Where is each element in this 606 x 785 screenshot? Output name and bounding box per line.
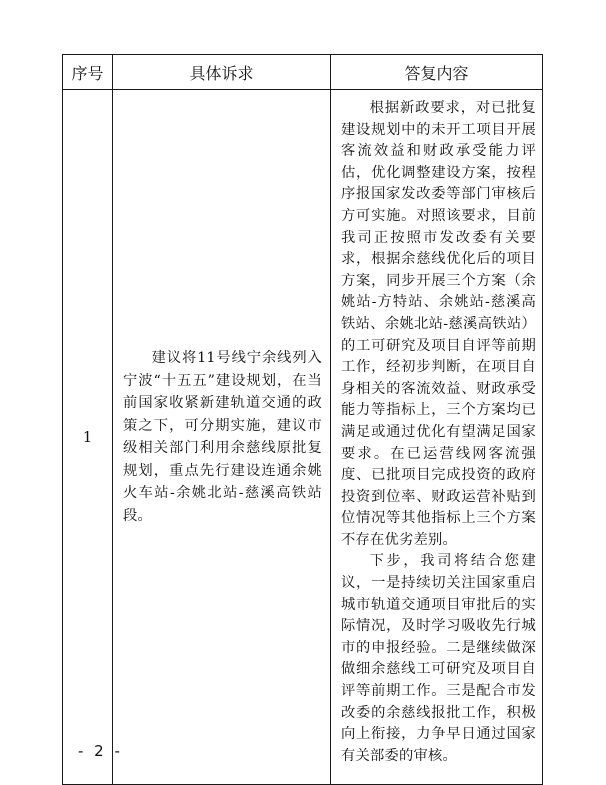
header-seq: 序号: [63, 55, 113, 90]
row-request-cell: [113, 90, 331, 785]
reply-paragraph-1: 根据新政要求，对已批复建设规划中的未开工项目开展客流效益和财政承受能力评估，优化调整建设方案，按程序报国家发改委等部门审核后方可实施。对照该要求，目前我司正按照市发改委有关要求，根据余慈线优化后的项目方案，同步开展三个方案（余姚站-方特站、余姚站-慈溪高铁站、余姚北站-慈溪高铁站）的工可研究及项目自评等前期工作，经初步判断，在项目自身相关的客流效益、财政承受能力等指标上，三个方案均已满足或通过优化有望满足国家要求。在已运营线网客流强度、已批项目完成投资的政府投资到位率、财政运营补贴到位情况等其他指标上三个方案不存在优劣差别。: [341, 100, 536, 548]
page-number: - 2 -: [78, 742, 123, 760]
row-seq: 1: [63, 90, 113, 785]
header-request: 具体诉求: [113, 55, 331, 90]
reply-table: [62, 54, 543, 785]
table-row: [63, 90, 543, 785]
request-text: 建议将11号线宁余线列入宁波“十五五”建设规划，在当前国家收紧新建轨道交通的政策之下，可分期实施，建议市级相关部门利用余慈线原批复规划，重点先行建设连通余姚火车站-余姚北站-慈溪高铁站段。: [123, 350, 322, 524]
header-reply: 答复内容: [331, 55, 543, 90]
reply-paragraph-2: 下步，我司将结合您建议，一是持续切关注国家重启城市轨道交通项目审批后的实际情况，及时学习吸收先行城市的申报经验。二是继续做深做细余慈线工可研究及项目自评等前期工作。三是配合市发改委的余慈线报批工作，积极向上衔接，力争早日通过国家有关部委的审核。: [341, 553, 536, 764]
row-reply-cell: [331, 90, 543, 785]
table-header-row: [63, 55, 543, 90]
